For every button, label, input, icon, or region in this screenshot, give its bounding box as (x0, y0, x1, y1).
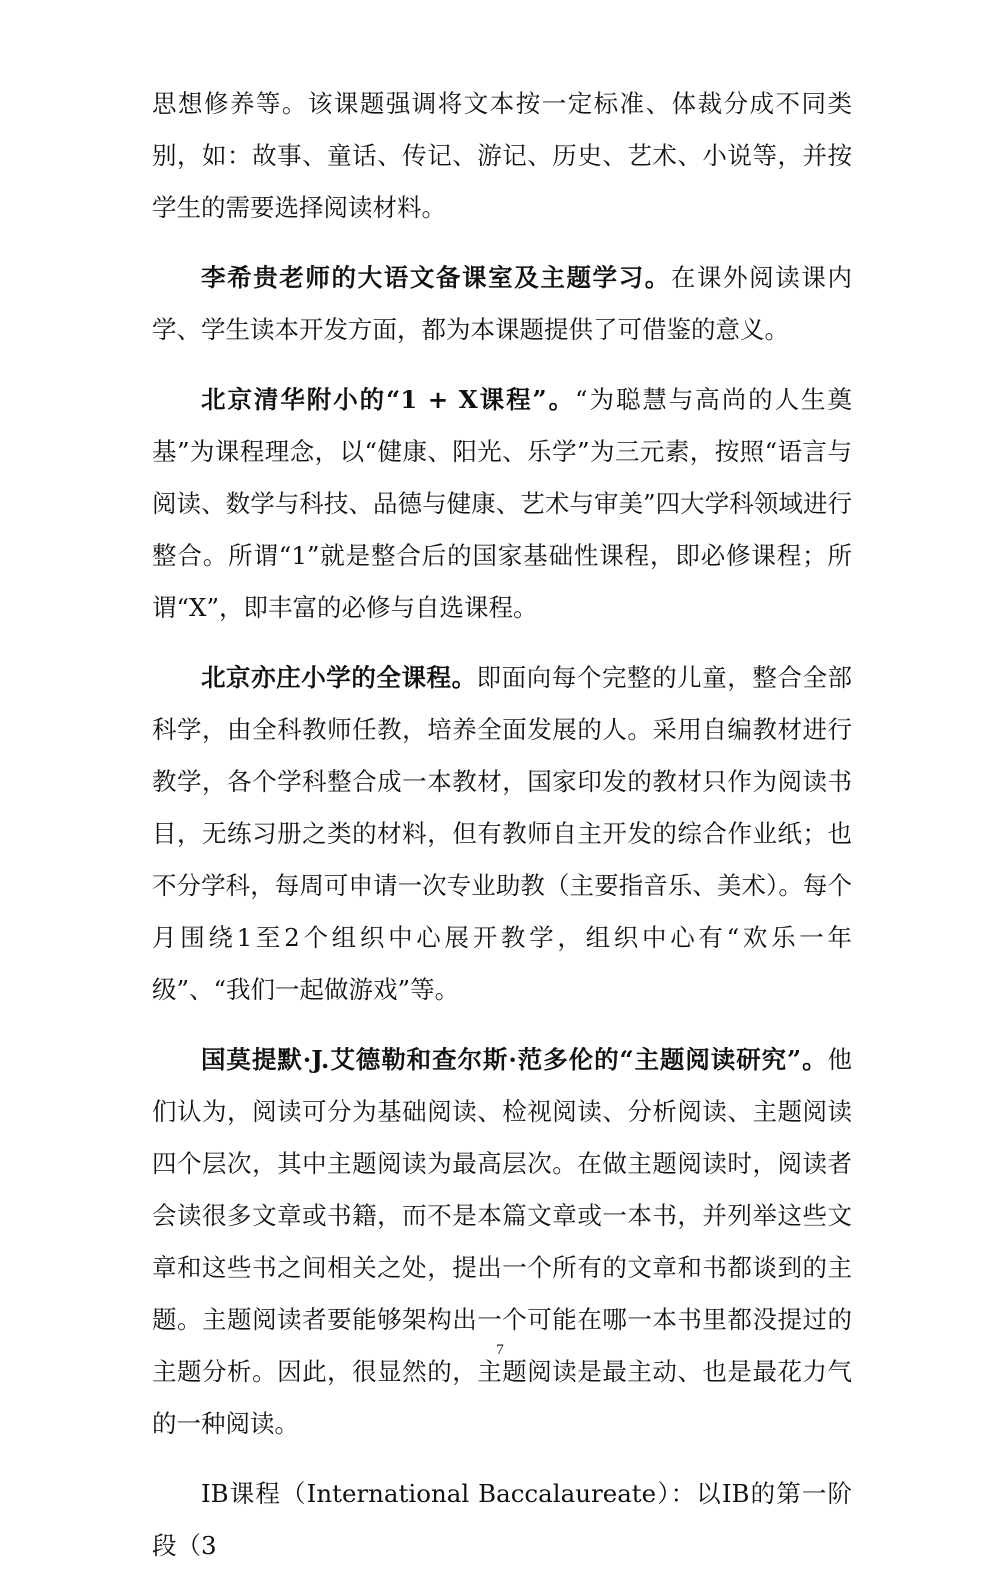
body-text (152, 78, 852, 1590)
paragraph (152, 1468, 852, 1572)
paragraph-heading: 国莫提默·J.艾德勒和查尔斯·范多伦的“主题阅读研究”。 (201, 1045, 828, 1074)
paragraph (152, 78, 852, 234)
paragraph-body: 他们认为，阅读可分为基础阅读、检视阅读、分析阅读、主题阅读四个层次，其中主题阅读为最高层次。在做主题阅读时，阅读者会读很多文章或书籍，而不是本篇文章或一本书，并列举这些文章和这些书之间相关之处，提出一个所有的文章和书都谈到的主题。主题阅读者要能够架构出一个可能在哪一本书里都没提过的主题分析。因此，很显然的，主题阅读是最主动、也是最花力气的一种阅读。 (152, 1045, 852, 1438)
paragraph-body: 思想修养等。该课题强调将文本按一定标准、体裁分成不同类别，如：故事、童话、传记、游记、历史、艺术、小说等，并按学生的需要选择阅读材料。 (152, 89, 852, 222)
paragraph-body: IB课程（International Baccalaureate）：以IB的第一阶段（3 (152, 1479, 852, 1560)
paragraph-heading: 北京清华附小的“1 + X课程”。 (201, 385, 576, 414)
paragraph-body: 在课外阅读课内学、学生读本开发方面，都为本课题提供了可借鉴的意义。 (152, 263, 852, 344)
paragraph-body: “为聪慧与高尚的人生奠基”为课程理念，以“健康、阳光、乐学”为三元素，按照“语言与阅读、数学与科技、品德与健康、艺术与审美”四大学科领域进行整合。所谓“1”就是整合后的国家基础性课程，即必修课程；所谓“X”，即丰富的必修与自选课程。 (152, 385, 853, 622)
paragraph (152, 1034, 852, 1450)
paragraph (152, 252, 852, 356)
page-number: 7 (496, 1342, 504, 1358)
paragraph-heading: 北京亦庄小学的全课程。 (201, 663, 477, 692)
paragraph-heading: 李希贵老师的大语文备课室及主题学习。 (201, 263, 671, 292)
paragraph (152, 374, 852, 634)
paragraph-body: 即面向每个完整的儿童，整合全部科学，由全科教师任教，培养全面发展的人。采用自编教材进行教学，各个学科整合成一本教材，国家印发的教材只作为阅读书目，无练习册之类的材料，但有教师自主开发的综合作业纸；也不分学科，每周可申请一次专业助教（主要指音乐、美术）。每个月围绕1至2个组织中心展开教学，组织中心有“欢乐一年级”、“我们一起做游戏”等。 (152, 663, 853, 1004)
paragraph (152, 652, 852, 1016)
